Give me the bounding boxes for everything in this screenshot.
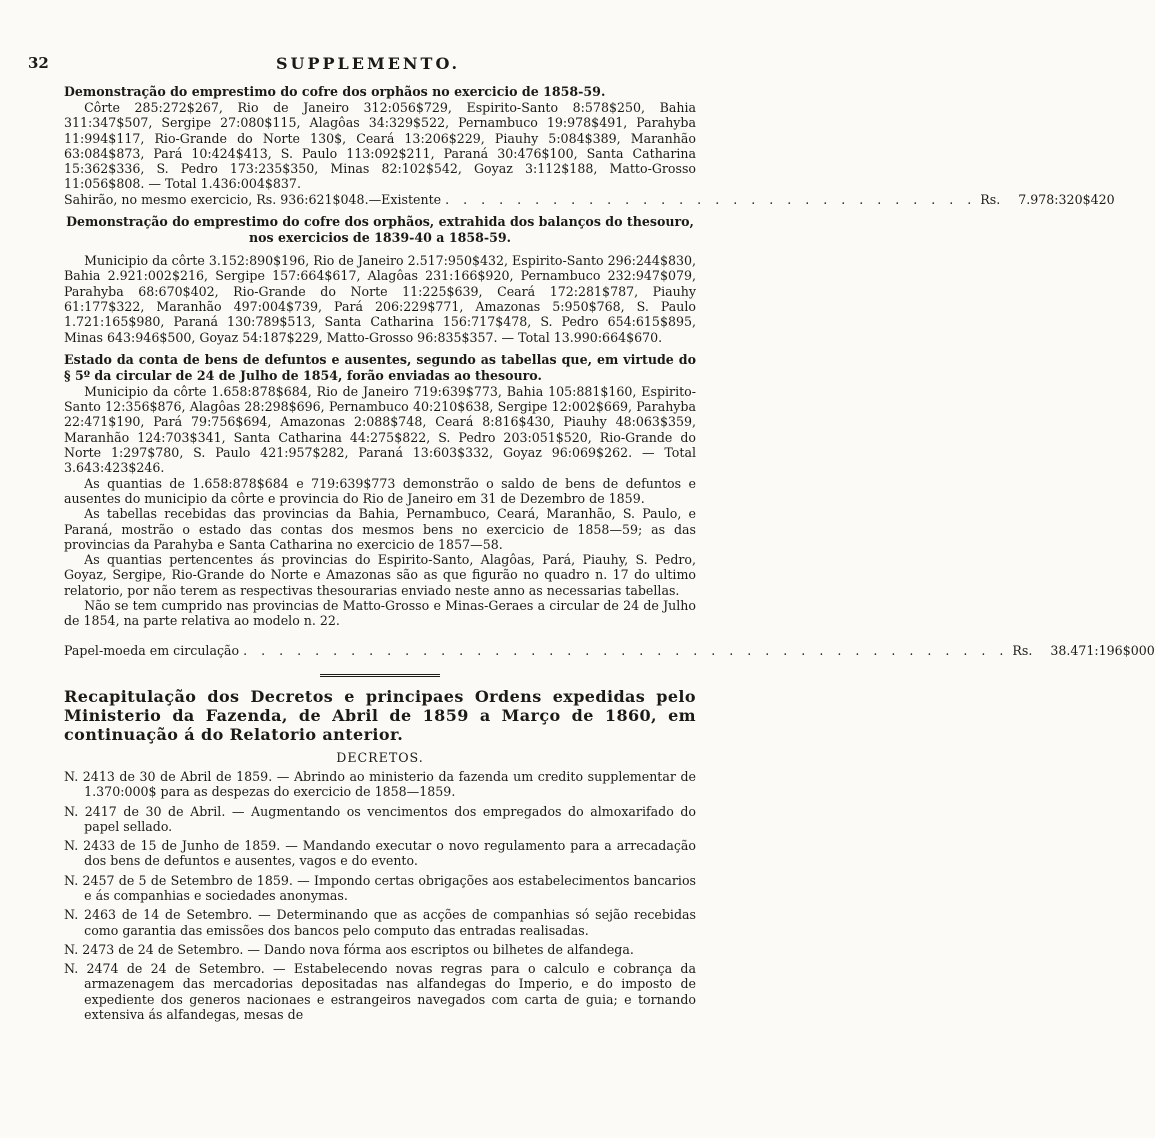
decree-item: N. 2463 de 14 de Setembro. — Determinando que as acções de companhias só sejão recebidas como garantia das emissões dos bancos pelo computo das entradas realisadas. <box>64 907 696 938</box>
papel-moeda-row <box>64 642 1155 658</box>
running-title: SUPPLEMENTO. <box>275 54 461 73</box>
decree-item: N. 2433 de 15 de Junho de 1859. — Mandando executar o novo regulamento para a arrecadação dos bens de defuntos e ausentes, vagos e do evento. <box>64 838 696 869</box>
page-number: 32 <box>28 54 49 72</box>
recap-title: Recapitulação dos Decretos e principaes Ordens expedidas pelo Ministerio da Fazenda, de Abril de 1859 a Março de 1860, em continuação á do Relatorio anterior. <box>64 686 696 744</box>
section-body-defuntos: Municipio da côrte 1.658:878$684, Rio de Janeiro 719:639$773, Bahia 105:881$160, Espirito-Santo 12:356$876, Alagôas 28:298$696, Pernambuco 40:210$638, Sergipe 12:002$669, Parahyba 22:471$190, Pará 79:756$694, Amazonas 2:088$748, Ceará 8:816$430, Piauhy 48:063$359, Maranhão 124:703$341, Santa Catharina 44:275$822, S. Pedro 203:051$520, Rio-Grande do Norte 1:297$780, S. Paulo 421:957$282, Paraná 13:603$332, Goyaz 96:069$262. — Total 3.643:423$246. <box>64 383 696 476</box>
papel-moeda-label: Papel-moeda em circulação <box>64 642 240 658</box>
existente-value: 7.978:320$420 <box>1018 191 1115 207</box>
decree-item: N. 2417 de 30 de Abril. — Augmentando os vencimentos dos empregados do almoxarifado do papel sellado. <box>64 803 696 834</box>
section-title-orphans-balances: Demonstração do emprestimo do cofre dos orphãos, extrahida dos balanços do thesouro, nos exercicios de 1839-40 a 1858-59. <box>66 214 694 246</box>
page-content <box>64 84 1155 1023</box>
double-rule-divider <box>320 674 440 677</box>
leader-dots: . . . . . . . . . . . . . . . . . . . . . . . . . . . . . . <box>445 191 977 207</box>
section-title-defuntos: Estado da conta de bens de defuntos e ausentes, segundo as tabellas que, em virtude do § 5º da circular de 24 de Julho de 1854, forão enviadas ao thesouro. <box>64 351 696 383</box>
decree-item: N. 2457 de 5 de Setembro de 1859. — Impondo certas obrigações aos estabelecimentos bancarios e ás companhias e sociedades anonymas. <box>64 872 696 903</box>
paragraph-tabellas: As tabellas recebidas das provincias da Bahia, Pernambuco, Ceará, Maranhão, S. Paulo, e Paraná, mostrão o estado das contas dos mesmos bens no exercicio de 1858—59; as das provincias da Parahyba e Santa Catharina no exercicio de 1857—58. <box>64 506 696 552</box>
paragraph-quantias: As quantias pertencentes ás provincias do Espirito-Santo, Alagôas, Pará, Piauhy, S. Pedro, Goyaz, Sergipe, Rio-Grande do Norte e Amazonas são as que figurão no quadro n. 17 do ultimo relatorio, por não terem as respectivas thesourarias enviado neste anno as necessarias tabellas. <box>64 552 696 598</box>
decree-item: N. 2413 de 30 de Abril de 1859. — Abrindo ao ministerio da fazenda um credito supplementar de 1.370:000$ para as despezas do exercicio de 1858—1859. <box>64 768 696 800</box>
section-title-orphans-1858: Demonstração do emprestimo do cofre dos orphãos no exercicio de 1858-59. <box>64 84 606 99</box>
leader-dots: . . . . . . . . . . . . . . . . . . . . . . . . . . . . . . . . . . . . . . . . . . . <box>243 642 1009 658</box>
existente-row <box>64 191 1115 207</box>
papel-moeda-currency: Rs. <box>1012 642 1033 658</box>
decree-item: N. 2474 de 24 de Setembro. — Estabelecendo novas regras para o calculo e cobrança da armazenagem das mercadorias depositadas nas alfandegas do Imperio, e do imposto de expediente dos generos nacionaes e estrangeiros navegados com carta de guia; e tornando extensiva ás alfandegas, mesas de <box>64 961 696 1023</box>
paragraph-circular: Não se tem cumprido nas provincias de Matto-Grosso e Minas-Geraes a circular de 24 de Julho de 1854, na parte relativa ao modelo n. 22. <box>64 598 696 629</box>
section-body-orphans-balances: Municipio da côrte 3.152:890$196, Rio de Janeiro 2.517:950$432, Espirito-Santo 296:244$830, Bahia 2.921:002$216, Sergipe 157:664$617, Alagôas 231:166$920, Pernambuco 232:947$079, Parahyba 68:670$402, Rio-Grande do Norte 11:225$639, Ceará 172:281$787, Piauhy 61:177$322, Maranhão 497:004$739, Pará 206:229$771, Amazonas 5:950$768, S. Paulo 1.721:165$980, Paraná 130:789$513, Santa Catharina 156:717$478, S. Pedro 654:615$895, Minas 643:946$500, Goyaz 54:187$229, Matto-Grosso 96:835$357. — Total 13.990:664$670. <box>64 253 696 345</box>
papel-moeda-value: 38.471:196$000 <box>1050 642 1155 658</box>
decree-item: N. 2473 de 24 de Setembro. — Dando nova fórma aos escriptos ou bilhetes de alfandega. <box>64 941 634 957</box>
paragraph-saldo: As quantias de 1.658:878$684 e 719:639$773 demonstrão o saldo de bens de defuntos e ausentes do municipio da côrte e provincia do Rio de Janeiro em 31 de Dezembro de 1859. <box>64 475 696 506</box>
section-body-orphans-1858: Côrte 285:272$267, Rio de Janeiro 312:056$729, Espirito-Santo 8:578$250, Bahia 311:347$507, Sergipe 27:080$115, Alagôas 34:329$522, Pernambuco 19:978$491, Parahyba 11:994$117, Rio-Grande do Norte 130$, Ceará 13:206$229, Piauhy 5:084$389, Maranhão 63:084$873, Pará 10:424$413, S. Paulo 113:092$211, Paraná 30:476$100, Santa Catharina 15:362$336, S. Pedro 173:235$350, Minas 82:102$542, Goyaz 3:112$188, Matto-Grosso 11:056$808. — Total 1.436:004$837. <box>64 100 696 192</box>
existente-label: Sahirão, no mesmo exercicio, Rs. 936:621$048.—Existente <box>64 191 442 207</box>
existente-currency: Rs. <box>980 191 1001 207</box>
decretos-subtitle: DECRETOS. <box>336 749 424 765</box>
